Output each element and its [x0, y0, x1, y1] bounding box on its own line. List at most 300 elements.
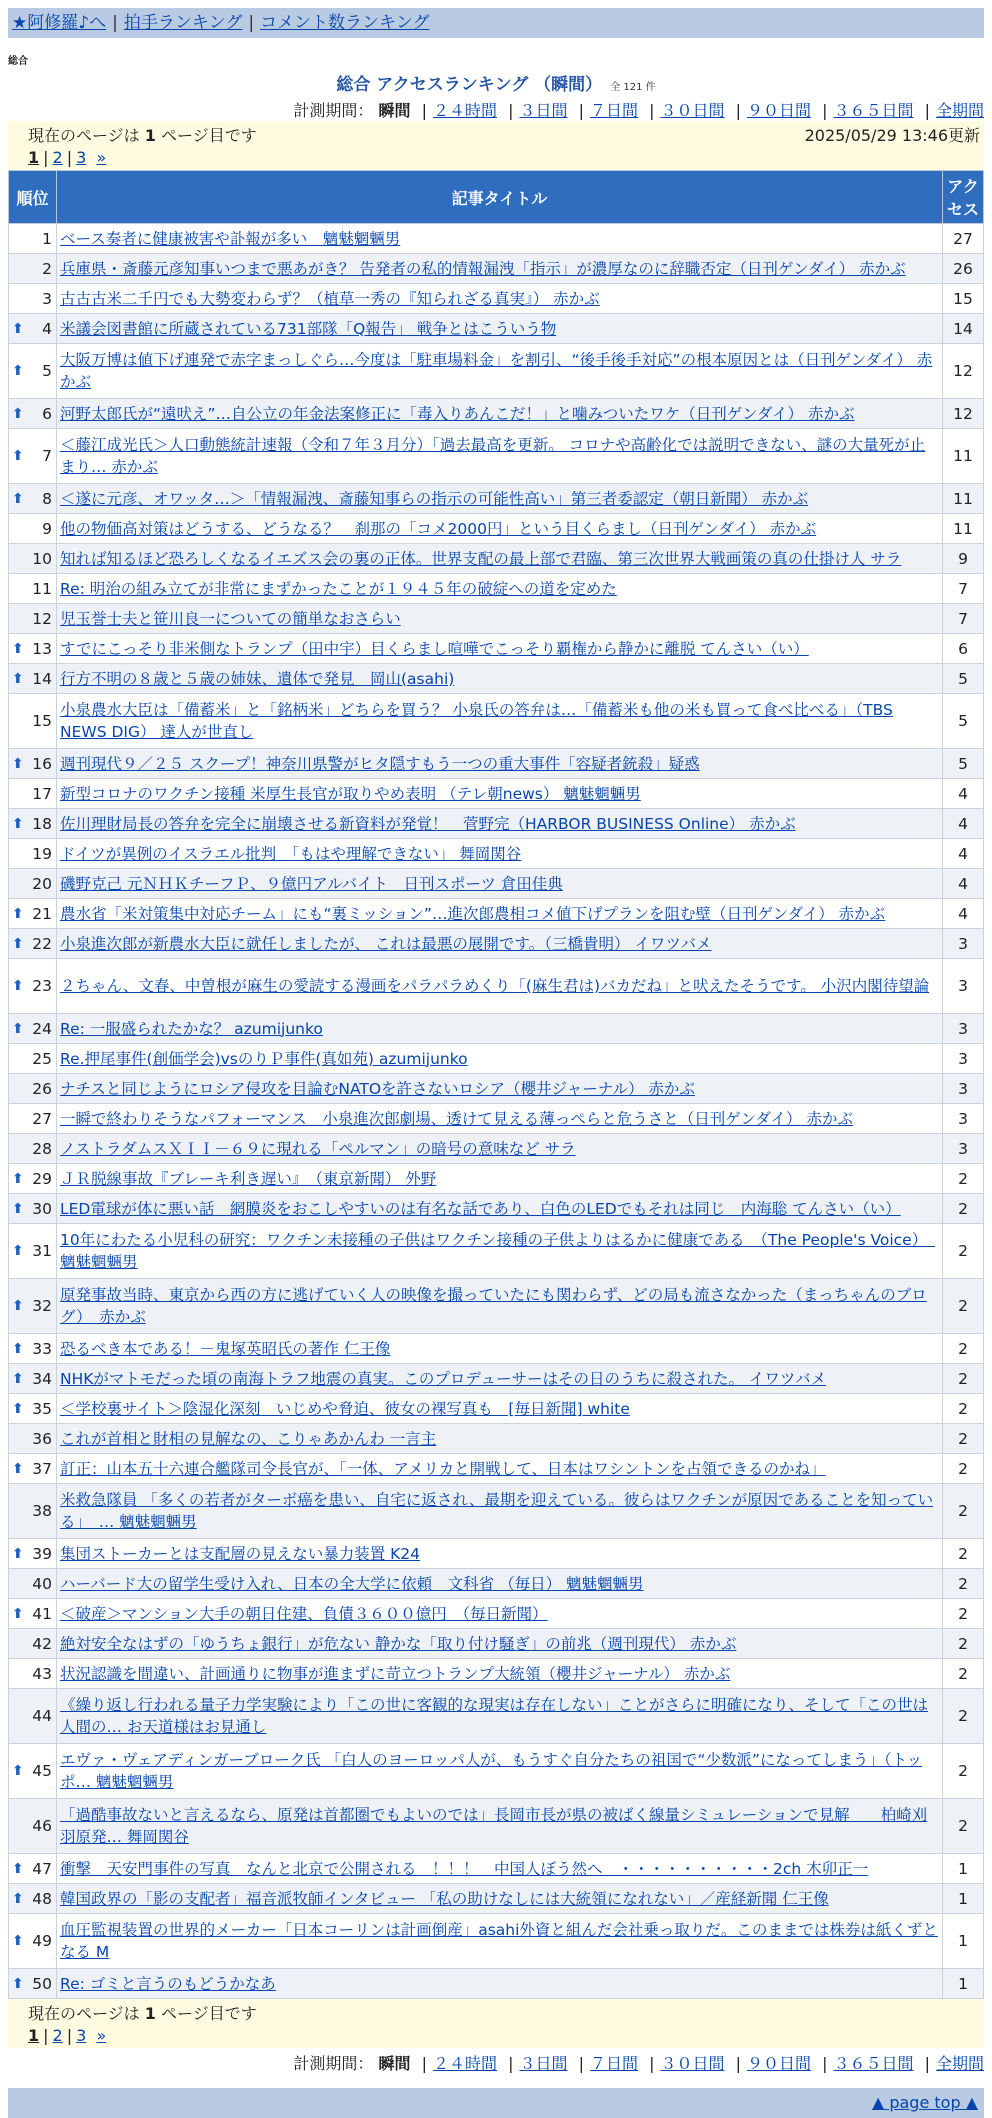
article-link[interactable]: 週刊現代９／２５ スクープ！神奈川県警がヒタ隠すもう一つの重大事件「容疑者銃殺」疑惑 — [60, 754, 700, 773]
period-3d[interactable]: ３日間 — [519, 101, 568, 120]
article-link[interactable]: 磯野克己 元ＮＨＫチーフＰ、９億円アルバイト 日刊スポーツ 倉田佳典 — [60, 874, 563, 893]
table-row — [9, 1539, 984, 1569]
rank-cell — [9, 1334, 57, 1364]
access-count: 2 — [943, 1659, 984, 1689]
rank-cell — [9, 1484, 57, 1539]
rank-number: 9 — [42, 519, 52, 538]
title-cell — [57, 1104, 943, 1134]
article-link[interactable]: NHKがマトモだった頃の南海トラフ地震の真実。このプロデューサーはその日のうちに殺された。 イワツバメ — [60, 1369, 827, 1388]
rank-number: 19 — [32, 844, 52, 863]
ranking-table — [8, 170, 984, 1999]
title-cell — [57, 1134, 943, 1164]
article-link[interactable]: 絶対安全なはずの「ゆうちょ銀行」が危ない 静かな「取り付け騒ぎ」の前兆（週刊現代） 赤かぶ — [60, 1634, 737, 1653]
title-cell — [57, 929, 943, 959]
rank-cell — [9, 604, 57, 634]
rank-cell — [9, 839, 57, 869]
rank-cell — [9, 1569, 57, 1599]
rank-number: 12 — [32, 609, 52, 628]
rank-cell — [9, 1914, 57, 1969]
article-link[interactable]: 他の物価高対策はどうする、どうなる？ 刹那の「コメ2000円」という目くらまし（日刊ゲンダイ） 赤かぶ — [60, 519, 817, 538]
access-count: 4 — [943, 809, 984, 839]
nav-separator: | — [112, 13, 118, 33]
table-row — [9, 514, 984, 544]
rank-number: 44 — [32, 1707, 52, 1725]
up-arrow-icon: ⬆ — [12, 1933, 24, 1949]
rank-cell — [9, 314, 57, 344]
rank-number: 33 — [32, 1339, 52, 1358]
title-cell — [57, 1424, 943, 1454]
access-count: 7 — [943, 604, 984, 634]
table-row — [9, 1884, 984, 1914]
access-count: 3 — [943, 929, 984, 959]
current-page-text: 現在のページは 1 ページ目です — [28, 126, 257, 145]
access-count: 2 — [943, 1629, 984, 1659]
title-cell — [57, 1659, 943, 1689]
table-row — [9, 1134, 984, 1164]
table-row — [9, 779, 984, 809]
title-cell — [57, 1884, 943, 1914]
table-row — [9, 484, 984, 514]
period-24h[interactable]: ２４時間 — [432, 101, 497, 120]
access-count: 11 — [943, 484, 984, 514]
rank-cell — [9, 1884, 57, 1914]
rank-cell — [9, 1799, 57, 1854]
table-row — [9, 694, 984, 749]
rank-number: 29 — [32, 1169, 52, 1188]
access-count: 5 — [943, 694, 984, 749]
access-count: 2 — [943, 1279, 984, 1334]
article-link[interactable]: Re: 一服盛られたかな？ azumijunko — [60, 1019, 323, 1038]
title-cell — [57, 1969, 943, 1999]
up-arrow-icon: ⬆ — [12, 448, 24, 464]
rank-cell — [9, 664, 57, 694]
article-link[interactable]: 「過酷事故ないと言えるなら、原発は首都圏でもよいのでは」長岡市長が県の被ばく線量シミュレーションで見解 柏崎刈羽原発… 舞岡関谷 — [60, 1806, 928, 1846]
access-count: 2 — [943, 1599, 984, 1629]
title-cell — [57, 899, 943, 929]
table-row — [9, 1689, 984, 1744]
title-cell — [57, 1799, 943, 1854]
rank-number: 49 — [32, 1932, 52, 1950]
article-link[interactable]: 衝撃 天安門事件の写真 なんと北京で公開される ！！！ 中国人ぼう然へ ・・・・・・・・・・2ch 木卯正一 — [60, 1859, 869, 1878]
article-link[interactable]: 韓国政界の「影の支配者」福音派牧師インタビュー 「私の助けなしには大統領になれない」／産経新聞 仁王像 — [60, 1889, 829, 1908]
article-link[interactable]: ＪＲ脱線事故『ブレーキ利き遅い』 （東京新聞） 外野 — [60, 1169, 437, 1188]
article-link[interactable]: 《繰り返し行われる量子力学実験により「この世に客観的な現実は存在しない」ことがさらに明確になり、そして「この世は人間の… お天道様はお見通し — [60, 1696, 929, 1736]
period-24h[interactable]: ２４時間 — [432, 2054, 497, 2073]
table-row — [9, 749, 984, 779]
rank-number: 45 — [32, 1762, 52, 1780]
article-link[interactable]: 行方不明の８歳と５歳の姉妹、遺体で発見 岡山(asahi) — [60, 669, 455, 688]
access-count: 2 — [943, 1424, 984, 1454]
rank-number: 31 — [32, 1242, 52, 1260]
access-count: 3 — [943, 1104, 984, 1134]
article-link[interactable]: これが首相と財相の見解なの、こりゃあかんわ 一言主 — [60, 1429, 437, 1448]
title-cell — [57, 1539, 943, 1569]
article-link[interactable]: ２ちゃん、文春、中曽根が麻生の愛読する漫画をパラパラめくり「(麻生君は)バカだね」と吠えたそうです。 小沢内閣待望論 — [60, 977, 930, 995]
table-row — [9, 314, 984, 344]
article-link[interactable]: 訂正：山本五十六連合艦隊司令長官が、「一体、アメリカと開戦して、日本はワシントンを占領できるのかね」 — [60, 1459, 826, 1478]
rank-number: 18 — [32, 814, 52, 833]
up-arrow-icon: ⬆ — [12, 1020, 24, 1037]
rank-cell — [9, 1364, 57, 1394]
title-cell — [57, 779, 943, 809]
access-count: 7 — [943, 574, 984, 604]
page-3-link[interactable]: 3 — [76, 148, 87, 167]
rank-number: 28 — [32, 1139, 52, 1158]
title-cell — [57, 399, 943, 429]
rank-cell — [9, 694, 57, 749]
article-link[interactable]: 新型コロナのワクチン接種 米厚生長官が取りやめ表明 （テレ朝news） 魑魅魍魎男 — [60, 784, 641, 803]
page-1-current: 1 — [28, 148, 40, 167]
page-info-bottom — [8, 1999, 984, 2048]
article-link[interactable]: 恐るべき本である！－鬼塚英昭氏の著作 仁王像 — [60, 1339, 391, 1358]
article-link[interactable]: ノストラダムスＸＩＩ－６９に現れる「ペルマン」の暗号の意味など サラ — [60, 1139, 576, 1158]
rank-cell — [9, 1104, 57, 1134]
title-cell — [57, 314, 943, 344]
article-link[interactable]: ベース奏者に健康被害や訃報が多い 魑魅魍魎男 — [60, 229, 401, 248]
rank-cell — [9, 1044, 57, 1074]
item-count: 全 121 件 — [610, 82, 656, 93]
rank-number: 34 — [32, 1369, 52, 1388]
article-link[interactable]: 状況認識を間違い、計画通りに物事が進まずに苛立つトランプ大統領（櫻井ジャーナル） 赤かぶ — [60, 1664, 731, 1683]
access-count: 1 — [943, 1914, 984, 1969]
table-row — [9, 809, 984, 839]
rank-number: 42 — [32, 1634, 52, 1653]
title-cell — [57, 1569, 943, 1599]
rank-number: 4 — [42, 319, 52, 338]
access-count: 12 — [943, 344, 984, 399]
table-row — [9, 1074, 984, 1104]
rank-number: 3 — [42, 289, 52, 308]
title-cell — [57, 544, 943, 574]
table-row — [9, 1394, 984, 1424]
rank-cell — [9, 959, 57, 1014]
rank-cell — [9, 1599, 57, 1629]
page-2-link[interactable]: 2 — [52, 148, 63, 167]
up-arrow-icon: ⬆ — [12, 1460, 24, 1477]
next-page-link[interactable]: » — [96, 2026, 107, 2045]
pagination: 1 | 2 | 3 » — [28, 2026, 107, 2045]
period-label: 計測期間： — [293, 101, 374, 120]
rank-number: 24 — [32, 1019, 52, 1038]
next-page-link[interactable]: » — [96, 148, 107, 167]
article-link[interactable]: ＜学校裏サイト＞陰湿化深刻 いじめや脅迫、彼女の裸写真も [毎日新聞] white — [60, 1399, 630, 1418]
applause-ranking-link[interactable]: 拍手ランキング — [123, 13, 243, 33]
comment-ranking-link[interactable]: コメント数ランキング — [260, 13, 430, 33]
up-arrow-icon: ⬆ — [12, 1400, 24, 1417]
article-link[interactable]: 兵庫県・斎藤元彦知事いつまで悪あがき？ 告発者の私的情報漏洩「指示」が濃厚なのに辞職否定（日刊ゲンダイ） 赤かぶ — [60, 259, 906, 278]
table-row — [9, 839, 984, 869]
article-link[interactable]: 大阪万博は値下げ連発で赤字まっしぐら…今度は「駐車場料金」を割引、“後手後手対応”の根本原因とは（日刊ゲンダイ） 赤かぶ — [60, 351, 933, 391]
rank-cell — [9, 634, 57, 664]
rank-number: 11 — [32, 579, 52, 598]
article-link[interactable]: エヴァ・ヴェアディンガーブローク氏 「白人のヨーロッパ人が、もうすぐ自分たちの祖国で“少数派”になってしまう」（トッポ… 魑魅魍魎男 — [60, 1751, 923, 1791]
table-row — [9, 634, 984, 664]
article-link[interactable]: 佐川理財局長の答弁を完全に崩壊させる新資料が発覚！ 菅野完（HARBOR BUSINESS Online） 赤かぶ — [60, 814, 796, 833]
rank-cell — [9, 1194, 57, 1224]
category-label: 総合 — [8, 56, 28, 67]
up-arrow-icon: ⬆ — [12, 1763, 24, 1779]
period-current: 瞬間 — [378, 2054, 411, 2073]
article-link[interactable]: 集団ストーカーとは支配層の見えない暴力装置 K24 — [60, 1544, 421, 1563]
rank-cell — [9, 1134, 57, 1164]
top-nav — [8, 8, 984, 38]
rank-cell — [9, 779, 57, 809]
rank-number: 7 — [42, 447, 52, 465]
rank-number: 46 — [32, 1817, 52, 1835]
rank-number: 6 — [42, 404, 52, 423]
title-cell — [57, 694, 943, 749]
rank-cell — [9, 1689, 57, 1744]
title-cell — [57, 1454, 943, 1484]
table-row — [9, 544, 984, 574]
table-row — [9, 284, 984, 314]
table-row — [9, 1044, 984, 1074]
article-link[interactable]: 血圧監視装置の世界的メーカー「日本コーリンは計画倒産」asahi外資と組んだ会社乗っ取りだ。このままでは株券は紙くずとなる M — [60, 1921, 938, 1961]
rank-cell — [9, 574, 57, 604]
period-90d[interactable]: ９０日間 — [746, 2054, 811, 2073]
rank-cell — [9, 899, 57, 929]
period-30d[interactable]: ３０日間 — [660, 101, 725, 120]
rank-number: 22 — [32, 934, 52, 953]
title-cell — [57, 749, 943, 779]
access-count: 3 — [943, 1014, 984, 1044]
up-arrow-icon: ⬆ — [12, 1298, 24, 1314]
table-row — [9, 959, 984, 1014]
rank-number: 37 — [32, 1459, 52, 1478]
table-row — [9, 1659, 984, 1689]
access-count: 4 — [943, 899, 984, 929]
period-3d[interactable]: ３日間 — [519, 2054, 568, 2073]
title-cell — [57, 284, 943, 314]
period-365d[interactable]: ３６５日間 — [833, 101, 914, 120]
rank-cell — [9, 749, 57, 779]
rank-number: 13 — [32, 639, 52, 658]
rank-number: 35 — [32, 1399, 52, 1418]
rank-cell — [9, 1744, 57, 1799]
table-row — [9, 1914, 984, 1969]
rank-cell — [9, 514, 57, 544]
article-link[interactable]: ＜遂に元彦、オワッタ…＞「情報漏洩、斎藤知事らの指示の可能性高い」第三者委認定（朝日新聞） 赤かぶ — [60, 489, 809, 508]
title-cell — [57, 514, 943, 544]
up-arrow-icon: ⬆ — [12, 1545, 24, 1562]
table-row — [9, 1194, 984, 1224]
access-count: 2 — [943, 1539, 984, 1569]
title-cell — [57, 809, 943, 839]
access-count: 26 — [943, 254, 984, 284]
period-90d[interactable]: ９０日間 — [746, 101, 811, 120]
rank-number: 21 — [32, 904, 52, 923]
rank-cell — [9, 344, 57, 399]
rank-cell — [9, 1539, 57, 1569]
title-cell — [57, 1279, 943, 1334]
title-cell — [57, 1364, 943, 1394]
article-link[interactable]: ナチスと同じようにロシア侵攻を目論むNATOを許さないロシア（櫻井ジャーナル） 赤かぶ — [60, 1079, 695, 1098]
rank-cell — [9, 809, 57, 839]
rank-cell — [9, 1424, 57, 1454]
title-cell — [57, 839, 943, 869]
home-link[interactable]: ★阿修羅♪へ — [12, 13, 107, 33]
article-link[interactable]: ＜藤江成光氏＞人口動態統計速報（令和７年３月分）「過去最高を更新。 コロナや高齢化では説明できない、謎の大量死が止まり… 赤かぶ — [60, 436, 926, 476]
period-label: 計測期間： — [293, 2054, 374, 2073]
access-count: 4 — [943, 839, 984, 869]
access-count: 1 — [943, 1854, 984, 1884]
article-link[interactable]: Re: 明治の組み立てが非常にまずかったことが１９４５年の破綻への道を定めた — [60, 579, 617, 598]
period-7d[interactable]: ７日間 — [589, 2054, 638, 2073]
up-arrow-icon: ⬆ — [12, 935, 24, 952]
title-cell — [57, 664, 943, 694]
title-cell — [57, 1689, 943, 1744]
rank-number: 38 — [32, 1502, 52, 1520]
article-link[interactable]: 河野太郎氏が“遠吠え”…自公立の年金法案修正に「毒入りあんこだ！」と噛みついたワケ（日刊ゲンダイ） 赤かぶ — [60, 404, 855, 423]
rank-number: 23 — [32, 977, 52, 995]
rank-number: 16 — [32, 754, 52, 773]
title-cell — [57, 1484, 943, 1539]
rank-cell — [9, 399, 57, 429]
page-top-link[interactable]: ▲ page top ▲ — [871, 2093, 978, 2112]
table-row — [9, 574, 984, 604]
table-row — [9, 254, 984, 284]
up-arrow-icon: ⬆ — [12, 320, 24, 337]
up-arrow-icon: ⬆ — [12, 363, 24, 379]
rank-number: 36 — [32, 1429, 52, 1448]
rank-cell — [9, 869, 57, 899]
rank-cell — [9, 1969, 57, 1999]
table-row — [9, 1104, 984, 1134]
access-count: 14 — [943, 314, 984, 344]
article-link[interactable]: ハーバード大の留学生受け入れ、日本の全大学に依頼 文科省 （毎日） 魑魅魍魎男 — [60, 1574, 644, 1593]
table-row — [9, 899, 984, 929]
footer-bar — [8, 2088, 984, 2118]
article-link[interactable]: 原発事故当時、東京から西の方に逃げていく人の映像を撮っていたにも関わらず、どの局も流さなかった（まっちゃんのブログ） 赤かぶ — [60, 1286, 927, 1326]
article-link[interactable]: LED電球が体に悪い話 網膜炎をおこしやすいのは有名な話であり、白色のLEDでもそれは同じ 内海聡 てんさい（い） — [60, 1199, 901, 1218]
article-link[interactable]: 農水省「米対策集中対応チーム」にも“裏ミッション”…進次郎農相コメ値下げプランを阻む壁（日刊ゲンダイ） 赤かぶ — [60, 904, 886, 923]
period-all[interactable]: 全期間 — [935, 101, 984, 120]
page-2-link[interactable]: 2 — [52, 2026, 63, 2045]
up-arrow-icon: ⬆ — [12, 1370, 24, 1387]
up-arrow-icon: ⬆ — [12, 1890, 24, 1907]
title-cell — [57, 224, 943, 254]
rank-cell — [9, 1279, 57, 1334]
access-count: 1 — [943, 1969, 984, 1999]
up-arrow-icon: ⬆ — [12, 815, 24, 832]
rank-number: 1 — [42, 229, 52, 248]
access-count: 4 — [943, 779, 984, 809]
title-cell — [57, 604, 943, 634]
pagination: 1 | 2 | 3 » — [28, 148, 107, 167]
period-7d[interactable]: ７日間 — [589, 101, 638, 120]
article-link[interactable]: 小泉進次郎が新農水大臣に就任しましたが、 これは最悪の展開です。（三橋貴明） イワツバメ — [60, 934, 712, 953]
access-count: 4 — [943, 869, 984, 899]
rank-cell — [9, 254, 57, 284]
table-row — [9, 929, 984, 959]
table-row — [9, 1629, 984, 1659]
up-arrow-icon: ⬆ — [12, 1170, 24, 1187]
article-link[interactable]: Re: ゴミと言うのもどうかなあ — [60, 1974, 276, 1993]
rank-cell — [9, 484, 57, 514]
ranking-title: 総合 アクセスランキング （瞬間） — [336, 75, 603, 95]
table-row — [9, 1164, 984, 1194]
rank-cell — [9, 429, 57, 484]
rank-cell — [9, 1854, 57, 1884]
article-link[interactable]: ドイツが異例のイスラエル批判 「もはや理解できない」 舞岡関谷 — [60, 844, 522, 863]
header-title: 記事タイトル — [57, 171, 943, 224]
title-cell — [57, 1744, 943, 1799]
period-365d[interactable]: ３６５日間 — [833, 2054, 914, 2073]
access-count: 2 — [943, 1364, 984, 1394]
current-page-text: 現在のページは 1 ページ目です — [28, 2004, 257, 2023]
rank-cell — [9, 1164, 57, 1194]
access-count: 2 — [943, 1689, 984, 1744]
ranking-title-row — [8, 70, 984, 95]
article-link[interactable]: 古古古米二千円でも大勢変わらず？（植草一秀の『知られざる真実』） 赤かぶ — [60, 289, 600, 308]
rank-number: 15 — [32, 712, 52, 730]
table-row — [9, 1744, 984, 1799]
access-count: 15 — [943, 284, 984, 314]
article-link[interactable]: Re.押尾事件(創価学会)vsのりＰ事件(真如苑) azumijunko — [60, 1049, 468, 1068]
rank-number: 48 — [32, 1889, 52, 1908]
access-count: 11 — [943, 514, 984, 544]
article-link[interactable]: 米議会図書館に所蔵されている731部隊「Q報告」 戦争とはこういう物 — [60, 319, 557, 338]
rank-number: 40 — [32, 1574, 52, 1593]
article-link[interactable]: 米救急隊員 「多くの若者がターボ癌を患い、自宅に返され、最期を迎えている。彼らはワクチンが原因であることを知っている」 … 魑魅魍魎男 — [60, 1491, 934, 1531]
article-link[interactable]: 一瞬で終わりそうなパフォーマンス 小泉進次郎劇場、透けて見える薄っぺらと危うさと（日刊ゲンダイ） 赤かぶ — [60, 1109, 853, 1128]
access-count: 9 — [943, 544, 984, 574]
nav-separator: | — [248, 13, 255, 33]
table-row — [9, 1484, 984, 1539]
access-count: 3 — [943, 959, 984, 1014]
access-count: 11 — [943, 429, 984, 484]
page-info-top — [8, 121, 984, 170]
rank-number: 14 — [32, 669, 52, 688]
access-count: 3 — [943, 1044, 984, 1074]
title-cell — [57, 484, 943, 514]
header-access: アクセス — [943, 171, 984, 224]
access-count: 2 — [943, 1484, 984, 1539]
rank-number: 10 — [32, 549, 52, 568]
title-cell — [57, 1044, 943, 1074]
article-link[interactable]: ＜破産＞マンション大手の朝日住建、負債３６００億円 （毎日新聞） — [60, 1604, 548, 1623]
rank-number: 8 — [42, 489, 52, 508]
period-current: 瞬間 — [378, 101, 411, 120]
table-row — [9, 1799, 984, 1854]
title-cell — [57, 574, 943, 604]
period-30d[interactable]: ３０日間 — [660, 2054, 725, 2073]
table-row — [9, 604, 984, 634]
article-link[interactable]: 10年にわたる小児科の研究：ワクチン未接種の子供はワクチン接種の子供よりはるかに健康である （The People's Voice） 魑魅魍魎男 — [60, 1231, 935, 1271]
article-link[interactable]: 知れば知るほど恐ろしくなるイエズス会の裏の正体。世界支配の最上部で君臨、第三次世界大戦画策の真の仕掛け人 サラ — [60, 549, 902, 568]
rank-cell — [9, 1659, 57, 1689]
article-link[interactable]: すでにこっそり非米側なトランプ（田中宇）目くらまし喧嘩でこっそり覇権から静かに離脱 てんさい（い） — [60, 639, 809, 658]
page-1-current: 1 — [28, 2026, 40, 2045]
up-arrow-icon: ⬆ — [12, 670, 24, 687]
page-3-link[interactable]: 3 — [76, 2026, 87, 2045]
article-link[interactable]: 児玉誉士夫と笹川良一についての簡単なおさらい — [60, 609, 401, 628]
period-all[interactable]: 全期間 — [935, 2054, 984, 2073]
article-link[interactable]: 小泉農水大臣は「備蓄米」と「銘柄米」どちらを買う？ 小泉氏の答弁は…「備蓄米も他の米も買って食べ比べる」（TBS NEWS DIG） 達人が世直し — [60, 701, 893, 741]
period-selector-bottom: 計測期間： 瞬間 | ２４時間 | ３日間 | ７日間 | ３０日間 | ９０日間 | ３６５日間 | 全期間 — [293, 2054, 984, 2073]
up-arrow-icon: ⬆ — [12, 1975, 24, 1992]
up-arrow-icon: ⬆ — [12, 978, 24, 994]
rank-number: 20 — [32, 874, 52, 893]
title-cell — [57, 1599, 943, 1629]
rank-number: 41 — [32, 1604, 52, 1623]
access-count: 2 — [943, 1569, 984, 1599]
table-row — [9, 664, 984, 694]
up-arrow-icon: ⬆ — [12, 1860, 24, 1877]
rank-cell — [9, 1454, 57, 1484]
access-count: 5 — [943, 664, 984, 694]
title-cell — [57, 1334, 943, 1364]
